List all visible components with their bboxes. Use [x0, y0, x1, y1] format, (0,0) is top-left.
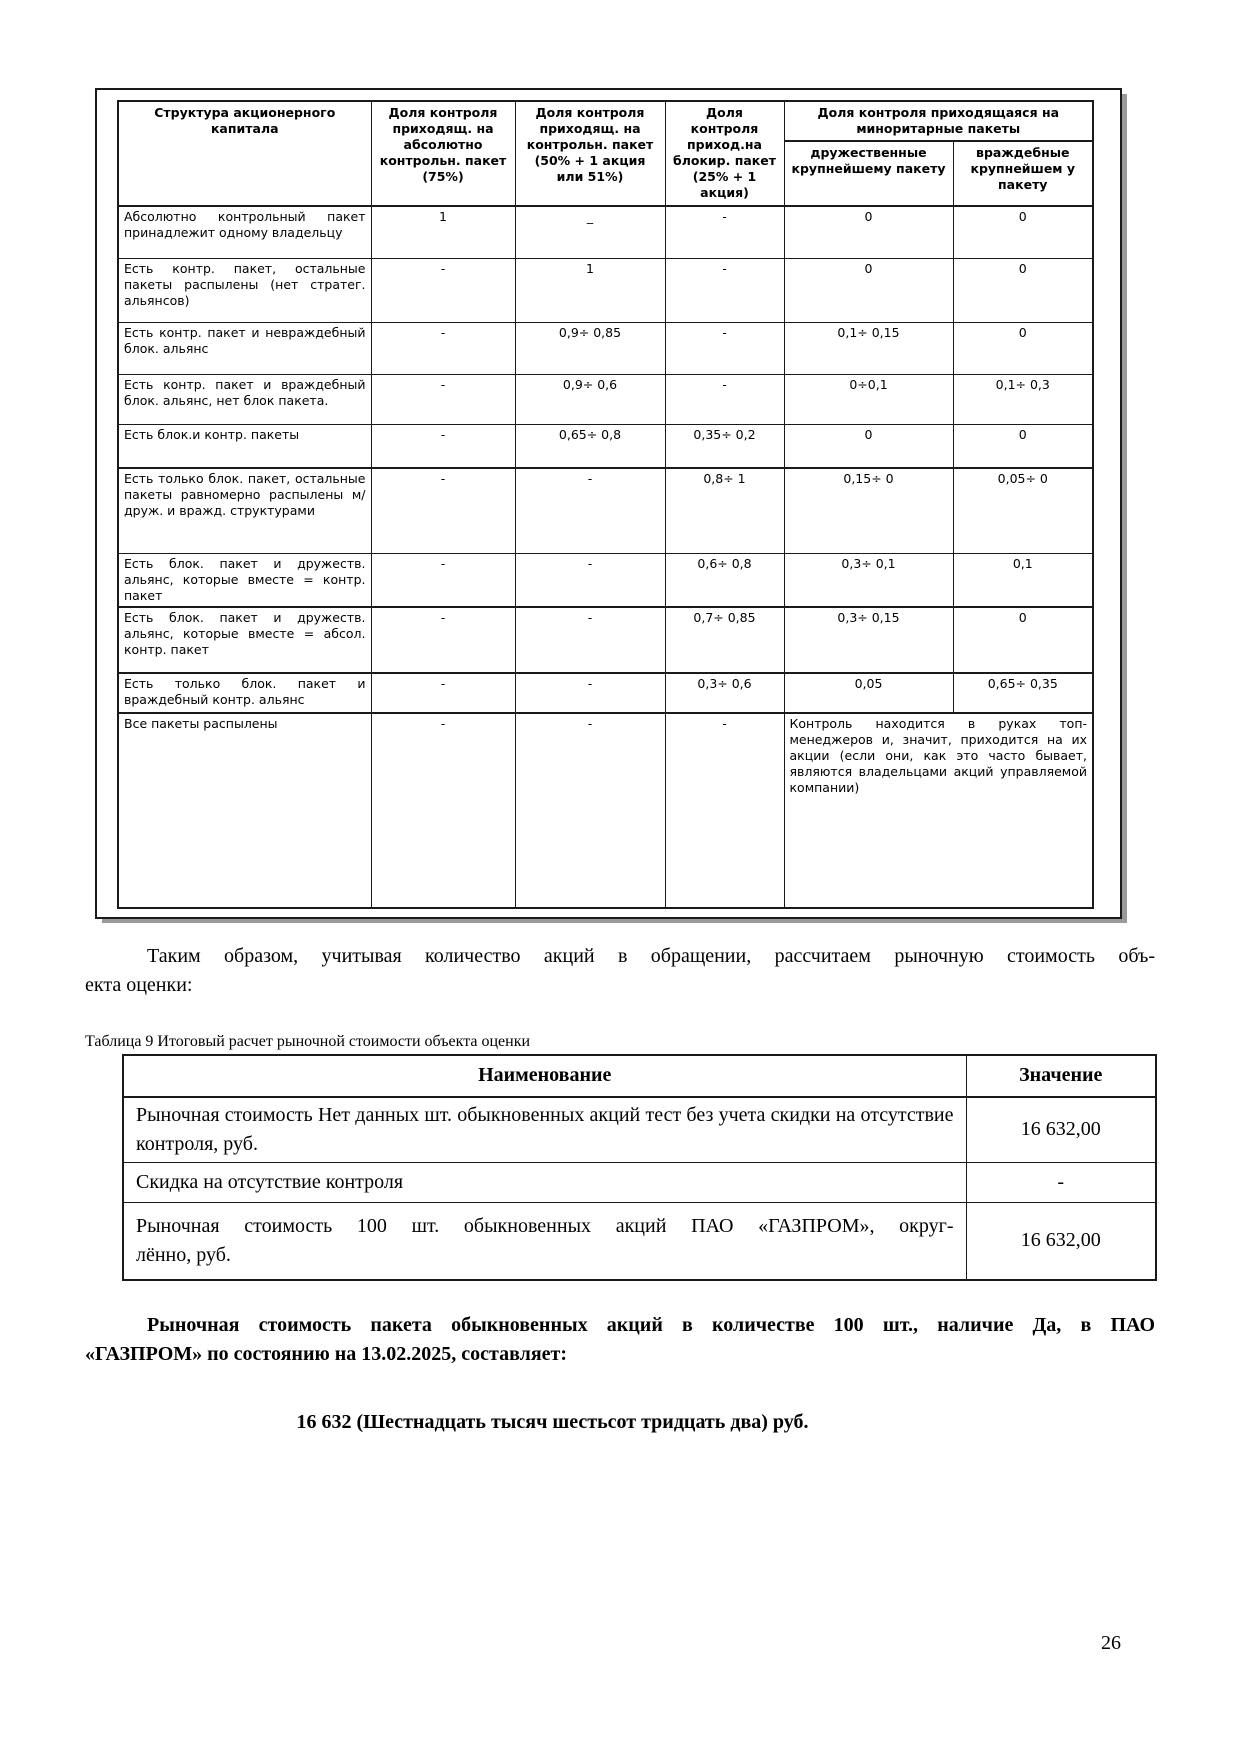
friendly-minority-cell: 0,05	[784, 673, 953, 713]
abs-control-cell: -	[371, 713, 515, 908]
hostile-minority-cell: 0,1÷ 0,3	[953, 374, 1093, 424]
table-row	[118, 553, 1093, 607]
friendly-minority-cell: 0,15÷ 0	[784, 468, 953, 553]
table-frame	[95, 88, 1122, 919]
capital-structure-table	[117, 100, 1094, 909]
blocking-cell: -	[665, 206, 784, 258]
column-header-minority-group: Доля контроля приходящаяся на миноритарные пакеты	[784, 101, 1093, 141]
friendly-minority-cell: 0	[784, 206, 953, 258]
blocking-cell: 0,3÷ 0,6	[665, 673, 784, 713]
table-row	[118, 206, 1093, 258]
hostile-minority-cell: 0	[953, 424, 1093, 468]
table-row	[123, 1202, 1156, 1280]
minority-note-cell: Контроль находится в руках топ-менеджеров и, значит, приходится на их акции (если они, как это часто бывает, являются владельцами акций управляемой компании)	[784, 713, 1093, 908]
control-cell: -	[515, 673, 665, 713]
final-amount-line: 16 632 (Шестнадцать тысяч шестьсот тридцать два) руб.	[296, 1411, 809, 1433]
paragraph-intro	[85, 942, 1155, 1000]
blocking-cell: 0,8÷ 1	[665, 468, 784, 553]
table9-caption: Таблица 9 Итоговый расчет рыночной стоимости объекта оценки	[85, 1032, 531, 1050]
abs-control-cell: -	[371, 607, 515, 673]
friendly-minority-cell: 0	[784, 424, 953, 468]
hostile-minority-cell: 0	[953, 258, 1093, 322]
hostile-minority-cell: 0	[953, 607, 1093, 673]
abs-control-cell: -	[371, 424, 515, 468]
column-header-friendly-minority: дружественные крупнейшему пакету	[784, 141, 953, 206]
structure-cell: Есть контр. пакет и невраждебный блок. альянс	[118, 322, 371, 374]
friendly-minority-cell: 0÷0,1	[784, 374, 953, 424]
blocking-cell: 0,6÷ 0,8	[665, 553, 784, 607]
blocking-cell: 0,35÷ 0,2	[665, 424, 784, 468]
blocking-cell: -	[665, 322, 784, 374]
table-row	[118, 713, 1093, 908]
structure-cell: Есть только блок. пакет, остальные пакеты равномерно распылены м/друж. и вражд. структурами	[118, 468, 371, 553]
abs-control-cell: -	[371, 258, 515, 322]
abs-control-cell: -	[371, 553, 515, 607]
hostile-minority-cell: 0	[953, 322, 1093, 374]
structure-cell: Есть блок.и контр. пакеты	[118, 424, 371, 468]
friendly-minority-cell: 0,3÷ 0,15	[784, 607, 953, 673]
control-cell: 0,65÷ 0,8	[515, 424, 665, 468]
abs-control-cell: -	[371, 468, 515, 553]
table-row	[118, 424, 1093, 468]
control-cell: -	[515, 553, 665, 607]
control-cell: 0,9÷ 0,6	[515, 374, 665, 424]
friendly-minority-cell: 0,1÷ 0,15	[784, 322, 953, 374]
table-row	[123, 1162, 1156, 1202]
column-header-blocking: Доля контроля приход.на блокир. пакет (25% + 1 акция)	[665, 101, 784, 206]
value-cell: -	[966, 1162, 1156, 1202]
hostile-minority-cell: 0	[953, 206, 1093, 258]
name-cell: Рыночная стоимость Нет данных шт. обыкновенных акций тест без учета скидки на отсутствие контроля, руб.	[123, 1097, 966, 1163]
hostile-minority-cell: 0,1	[953, 553, 1093, 607]
control-cell: -	[515, 468, 665, 553]
name-cell: Скидка на отсутствие контроля	[123, 1162, 966, 1202]
paragraph-conclusion-line2: «ГАЗПРОМ» по состоянию на 13.02.2025, составляет:	[85, 1343, 568, 1365]
value-cell: 16 632,00	[966, 1202, 1156, 1280]
table-row	[123, 1097, 1156, 1163]
name-cell-line1: Рыночная стоимость 100 шт. обыкновенных акций ПАО «ГАЗПРОМ», округ-	[136, 1214, 954, 1237]
column-header-structure: Структура акционерного капитала	[118, 101, 371, 206]
market-value-table	[122, 1054, 1157, 1282]
header-row-group	[118, 101, 1093, 141]
control-cell: -	[515, 607, 665, 673]
structure-cell: Абсолютно контрольный пакет принадлежит одному владельцу	[118, 206, 371, 258]
blocking-cell: 0,7÷ 0,85	[665, 607, 784, 673]
control-cell: _	[515, 206, 665, 258]
column-header-control: Доля контроля приходящ. на контрольн. пакет (50% + 1 акция или 51%)	[515, 101, 665, 206]
paragraph-conclusion-line1: Рыночная стоимость пакета обыкновенных акций в количестве 100 шт., наличие Да, в ПАО	[147, 1314, 1155, 1336]
name-cell-line2: лённо, руб.	[136, 1243, 231, 1266]
friendly-minority-cell: 0	[784, 258, 953, 322]
paragraph-intro-line2: екта оценки:	[85, 973, 193, 996]
value-cell: 16 632,00	[966, 1097, 1156, 1163]
control-cell: 0,9÷ 0,85	[515, 322, 665, 374]
structure-cell: Есть только блок. пакет и враждебный контр. альянс	[118, 673, 371, 713]
friendly-minority-cell: 0,3÷ 0,1	[784, 553, 953, 607]
control-cell: 1	[515, 258, 665, 322]
paragraph-conclusion	[85, 1311, 1155, 1369]
column-header-value: Значение	[966, 1055, 1156, 1097]
structure-cell: Есть блок. пакет и дружеств. альянс, которые вместе = контр. пакет	[118, 553, 371, 607]
table-row	[118, 468, 1093, 553]
header-row	[123, 1055, 1156, 1097]
hostile-minority-cell: 0,65÷ 0,35	[953, 673, 1093, 713]
table-row	[118, 258, 1093, 322]
abs-control-cell: -	[371, 374, 515, 424]
blocking-cell: -	[665, 258, 784, 322]
column-header-absolute-control: Доля контроля приходящ. на абсолютно контрольн. пакет (75%)	[371, 101, 515, 206]
structure-cell: Все пакеты распылены	[118, 713, 371, 908]
blocking-cell: -	[665, 713, 784, 908]
structure-cell: Есть блок. пакет и дружеств. альянс, которые вместе = абсол. контр. пакет	[118, 607, 371, 673]
column-header-hostile-minority: враждебные крупнейшем у пакету	[953, 141, 1093, 206]
abs-control-cell: -	[371, 322, 515, 374]
abs-control-cell: -	[371, 673, 515, 713]
control-cell: -	[515, 713, 665, 908]
structure-cell: Есть контр. пакет и враждебный блок. альянс, нет блок пакета.	[118, 374, 371, 424]
page-number: 26	[1101, 1632, 1121, 1654]
table-row	[118, 374, 1093, 424]
blocking-cell: -	[665, 374, 784, 424]
abs-control-cell: 1	[371, 206, 515, 258]
paragraph-intro-line1: Таким образом, учитывая количество акций в обращении, рассчитаем рыночную стоимость объ-	[147, 944, 1155, 967]
column-header-name: Наименование	[123, 1055, 966, 1097]
name-cell	[123, 1202, 966, 1280]
structure-cell: Есть контр. пакет, остальные пакеты распылены (нет стратег. альянсов)	[118, 258, 371, 322]
table-row	[118, 322, 1093, 374]
table-row	[118, 673, 1093, 713]
hostile-minority-cell: 0,05÷ 0	[953, 468, 1093, 553]
table-row	[118, 607, 1093, 673]
